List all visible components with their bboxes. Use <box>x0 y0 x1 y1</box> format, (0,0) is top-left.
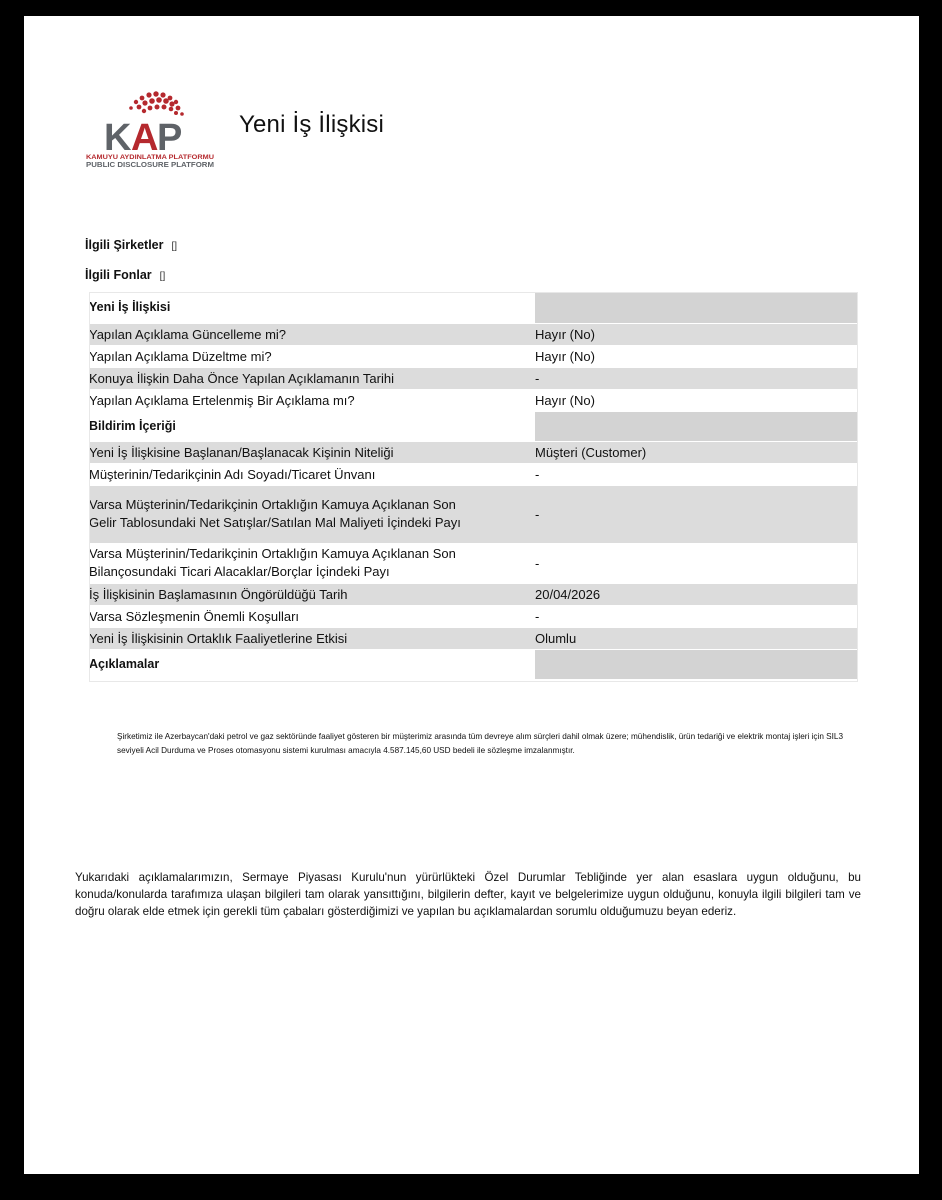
section-header: Bildirim İçeriği <box>89 411 535 441</box>
table-row <box>89 543 858 583</box>
related-companies-box: [] <box>171 241 178 252</box>
related-funds-box: [] <box>159 271 166 282</box>
table-row <box>89 627 858 649</box>
svg-text:PUBLIC DISCLOSURE PLATFORM: PUBLIC DISCLOSURE PLATFORM <box>86 162 215 169</box>
row-value: - <box>535 605 858 627</box>
related-companies-label: İlgili Şirketler <box>85 238 164 252</box>
section-header-value <box>535 411 858 441</box>
row-label: Yapılan Açıklama Düzeltme mi? <box>89 345 535 367</box>
row-label: Varsa Müşterinin/Tedarikçinin Ortaklığın Kamuya Açıklanan Son Bilançosundaki Ticari Alacaklar/Borçlar İçindeki Payı <box>89 543 535 583</box>
svg-text:K: K <box>104 117 131 159</box>
explanations-header-row <box>89 649 858 679</box>
disclosure-table <box>89 292 858 680</box>
related-companies <box>85 238 177 252</box>
row-label: Yapılan Açıklama Güncelleme mi? <box>89 323 535 345</box>
row-label: Müşterinin/Tedarikçinin Adı Soyadı/Ticaret Ünvanı <box>89 463 535 485</box>
row-value: Müşteri (Customer) <box>535 441 858 463</box>
svg-text:P: P <box>157 117 182 159</box>
explanations-header: Açıklamalar <box>89 649 535 679</box>
kap-logo <box>84 88 216 170</box>
explanation-text: Şirketimiz ile Azerbaycan'daki petrol ve gaz sektöründe faaliyet gösteren bir müşterimiz arasında tüm devreye alım sürçleri dahil olmak üzere; mühendislik, ürün tedariği ve elektrik montaj işleri için SIL3 seviyeli Acil Durduma ve Proses otomasyonu sistemi kurulması amacıyla 4.587.145,60 USD bedeli ile sözleşme imzalanmıştır. <box>117 732 844 755</box>
row-label: Varsa Sözleşmenin Önemli Koşulları <box>89 605 535 627</box>
table-row <box>89 605 858 627</box>
table-row <box>89 583 858 605</box>
row-label: İş İlişkisinin Başlamasının Öngörüldüğü Tarih <box>89 583 535 605</box>
row-value: Olumlu <box>535 627 858 649</box>
table-row <box>89 389 858 411</box>
row-value: - <box>535 367 858 389</box>
table-header: Yeni İş İlişkisi <box>89 292 535 323</box>
row-value: 20/04/2026 <box>535 583 858 605</box>
page-title: Yeni İş İlişkisi <box>239 111 385 138</box>
row-value: Hayır (No) <box>535 345 858 367</box>
document-page <box>24 16 919 1174</box>
row-value: Hayır (No) <box>535 323 858 345</box>
related-funds <box>85 268 165 282</box>
table-header-value <box>535 292 858 323</box>
table-row <box>89 367 858 389</box>
row-label: Yeni İş İlişkisinin Ortaklık Faaliyetlerine Etkisi <box>89 627 535 649</box>
section-header-row <box>89 411 858 441</box>
table-row <box>89 463 858 485</box>
table-row <box>89 323 858 345</box>
explanations-header-value <box>535 649 858 679</box>
svg-text:A: A <box>131 117 158 159</box>
row-label: Konuya İlişkin Daha Önce Yapılan Açıklamanın Tarihi <box>89 367 535 389</box>
row-label: Yeni İş İlişkisine Başlanan/Başlanacak Kişinin Niteliği <box>89 441 535 463</box>
svg-text:KAMUYU AYDINLATMA PLATFORMU: KAMUYU AYDINLATMA PLATFORMU <box>86 154 215 161</box>
table-row <box>89 345 858 367</box>
row-label: Yapılan Açıklama Ertelenmiş Bir Açıklama mı? <box>89 389 535 411</box>
related-funds-label: İlgili Fonlar <box>85 268 152 282</box>
row-value: Hayır (No) <box>535 389 858 411</box>
table-row <box>89 485 858 543</box>
table-row <box>89 441 858 463</box>
table-header-row <box>89 292 858 323</box>
kap-logo-graphic <box>84 88 216 170</box>
declaration-text: Yukarıdaki açıklamalarımızın, Sermaye Piyasası Kurulu'nun yürürlükteki Özel Durumlar Tebliğinde yer alan esaslara uygun olduğunu, bu konuda/konularda tarafımıza ulaşan bilgileri tam olarak yansıttığını, bilgilerin defter, kayıt ve belgelerimize uygun olduğunu, konuyla ilgili bilgileri tam ve doğru olarak elde etmek için gerekli tüm çabaları gösterdiğimizi ve yapılan bu açıklamalardan sorumlu olduğumuzu beyan ederiz. <box>75 871 861 918</box>
row-value: - <box>535 543 858 583</box>
row-label: Varsa Müşterinin/Tedarikçinin Ortaklığın Kamuya Açıklanan Son Gelir Tablosundaki Net Satışlar/Satılan Mal Maliyeti İçindeki Payı <box>89 485 535 543</box>
row-value: - <box>535 485 858 543</box>
row-value: - <box>535 463 858 485</box>
